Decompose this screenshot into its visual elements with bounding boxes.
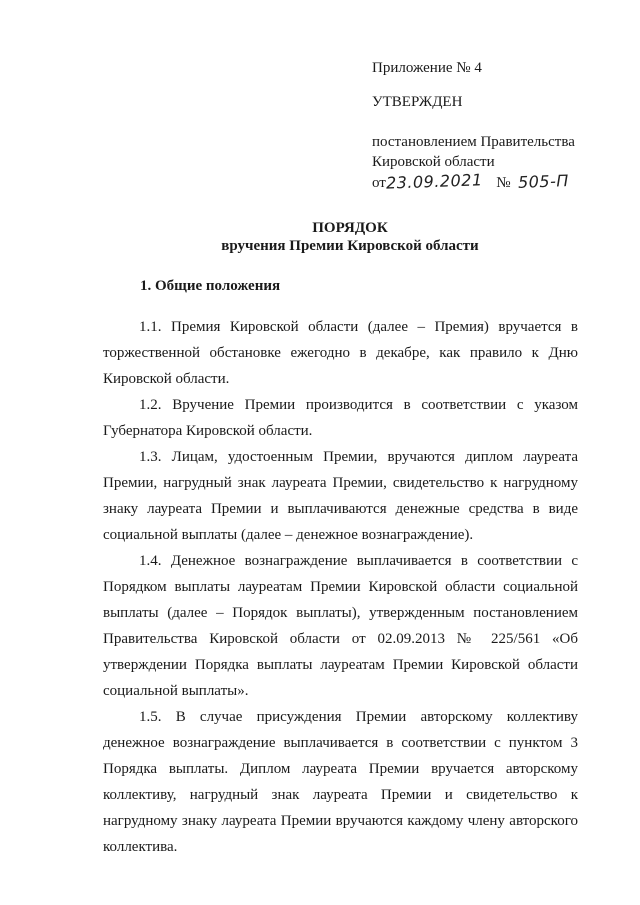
body-text — [103, 314, 578, 860]
handwritten-date: 23.09.2021 — [385, 170, 483, 193]
number-prefix: № — [496, 175, 511, 191]
paragraph-1-1: 1.1. Премия Кировской области (далее – Премия) вручается в торжественной обстановке ежегодно в декабре, как правило к Дню Кировской области. — [103, 319, 578, 387]
decree-line-1: постановлением Правительства — [372, 134, 575, 150]
section-heading: 1. Общие положения — [140, 278, 281, 294]
approved-label: УТВЕРЖДЕН — [372, 94, 463, 110]
decree-date-line — [372, 172, 622, 193]
date-prefix: от — [372, 175, 386, 191]
paragraph-1-4: 1.4. Денежное вознаграждение выплачивается в соответствии с Порядком выплаты лауреатам Премии Кировской области социальной выплаты (далее – Порядок выплаты), утвержденным постановлением Правительства Кировской области от 02.09.2013 № 225/561 «Об утверждении Порядка выплаты лауреатам Премии Кировской области социальной выплаты». — [103, 553, 578, 699]
paragraph-1-2: 1.2. Вручение Премии производится в соответствии с указом Губернатора Кировской области. — [103, 397, 578, 439]
appendix-label: Приложение № 4 — [372, 60, 482, 76]
paragraph-1-3: 1.3. Лицам, удостоенным Премии, вручаются диплом лауреата Премии, нагрудный знак лауреата Премии, свидетельство к нагрудному знаку лауреата Премии и выплачиваются денежные средства в виде социальной выплаты (далее – денежное вознаграждение). — [103, 449, 578, 543]
decree-line-2: Кировской области — [372, 154, 495, 170]
document-title: ПОРЯДОК — [312, 220, 388, 236]
approval-block — [372, 58, 622, 193]
document-subtitle: вручения Премии Кировской области — [221, 238, 479, 254]
paragraph-1-5: 1.5. В случае присуждения Премии авторскому коллективу денежное вознаграждение выплачивается в соответствии с пунктом 3 Порядка выплаты. Диплом лауреата Премии вручается авторскому коллективу, нагрудный знак лауреата Премии и свидетельство к нагрудному знаку лауреата Премии вручаются каждому члену авторского коллектива. — [103, 709, 578, 855]
handwritten-number: 505-П — [517, 171, 570, 192]
